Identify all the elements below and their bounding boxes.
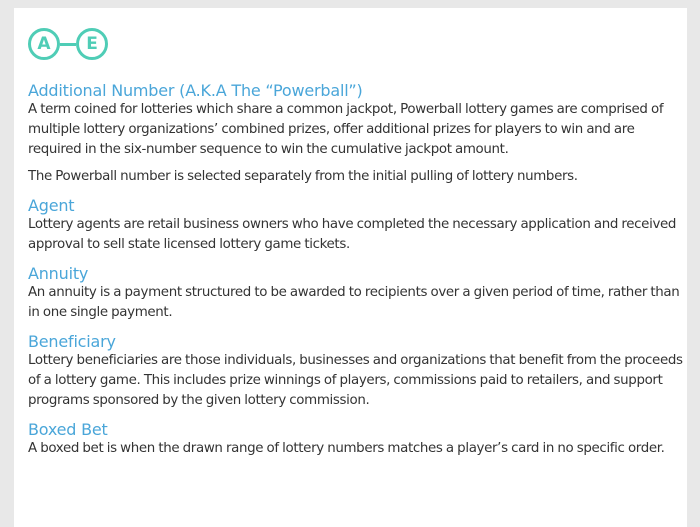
glossary-entries bbox=[28, 81, 683, 459]
glossary-entry-boxed-bet bbox=[28, 420, 683, 459]
entry-term: Agent bbox=[28, 196, 75, 215]
entry-term: Beneficiary bbox=[28, 332, 116, 351]
entry-term: Annuity bbox=[28, 264, 89, 283]
entry-definition: Lottery agents are retail business owners who have completed the necessary application and received approval to sell state licensed lottery game tickets. bbox=[28, 217, 677, 252]
glossary-entry-beneficiary bbox=[28, 332, 683, 411]
range-connector-line bbox=[60, 43, 76, 46]
entry-definition: A boxed bet is when the drawn range of lottery numbers matches a player’s card in no specific order. bbox=[28, 441, 665, 456]
letter-a-circle-icon: A bbox=[28, 28, 60, 60]
entry-term: Additional Number (A.K.A The “Powerball”) bbox=[28, 81, 363, 100]
glossary-entry-additional-number bbox=[28, 81, 683, 187]
entry-definition: An annuity is a payment structured to be awarded to recipients over a given period of time, rather than in one single payment. bbox=[28, 285, 680, 320]
glossary-entry-agent bbox=[28, 196, 683, 255]
entry-definition: The Powerball number is selected separately from the initial pulling of lottery numbers. bbox=[28, 169, 578, 184]
entry-definition: Lottery beneficiaries are those individuals, businesses and organizations that benefit from the proceeds of a lottery game. This includes prize winnings of players, commissions paid to retailers, and support programs sponsored by the given lottery commission. bbox=[28, 353, 683, 408]
a-to-e-range-badge bbox=[28, 24, 687, 64]
glossary-entry-annuity bbox=[28, 264, 683, 323]
letter-e-circle-icon: E bbox=[76, 28, 108, 60]
entry-definition: A term coined for lotteries which share a common jackpot, Powerball lottery games are comprised of multiple lottery organizations’ combined prizes, offer additional prizes for players to win and are required in the six-number sequence to win the cumulative jackpot amount. bbox=[28, 102, 664, 157]
glossary-card bbox=[14, 8, 687, 527]
entry-term: Boxed Bet bbox=[28, 420, 108, 439]
